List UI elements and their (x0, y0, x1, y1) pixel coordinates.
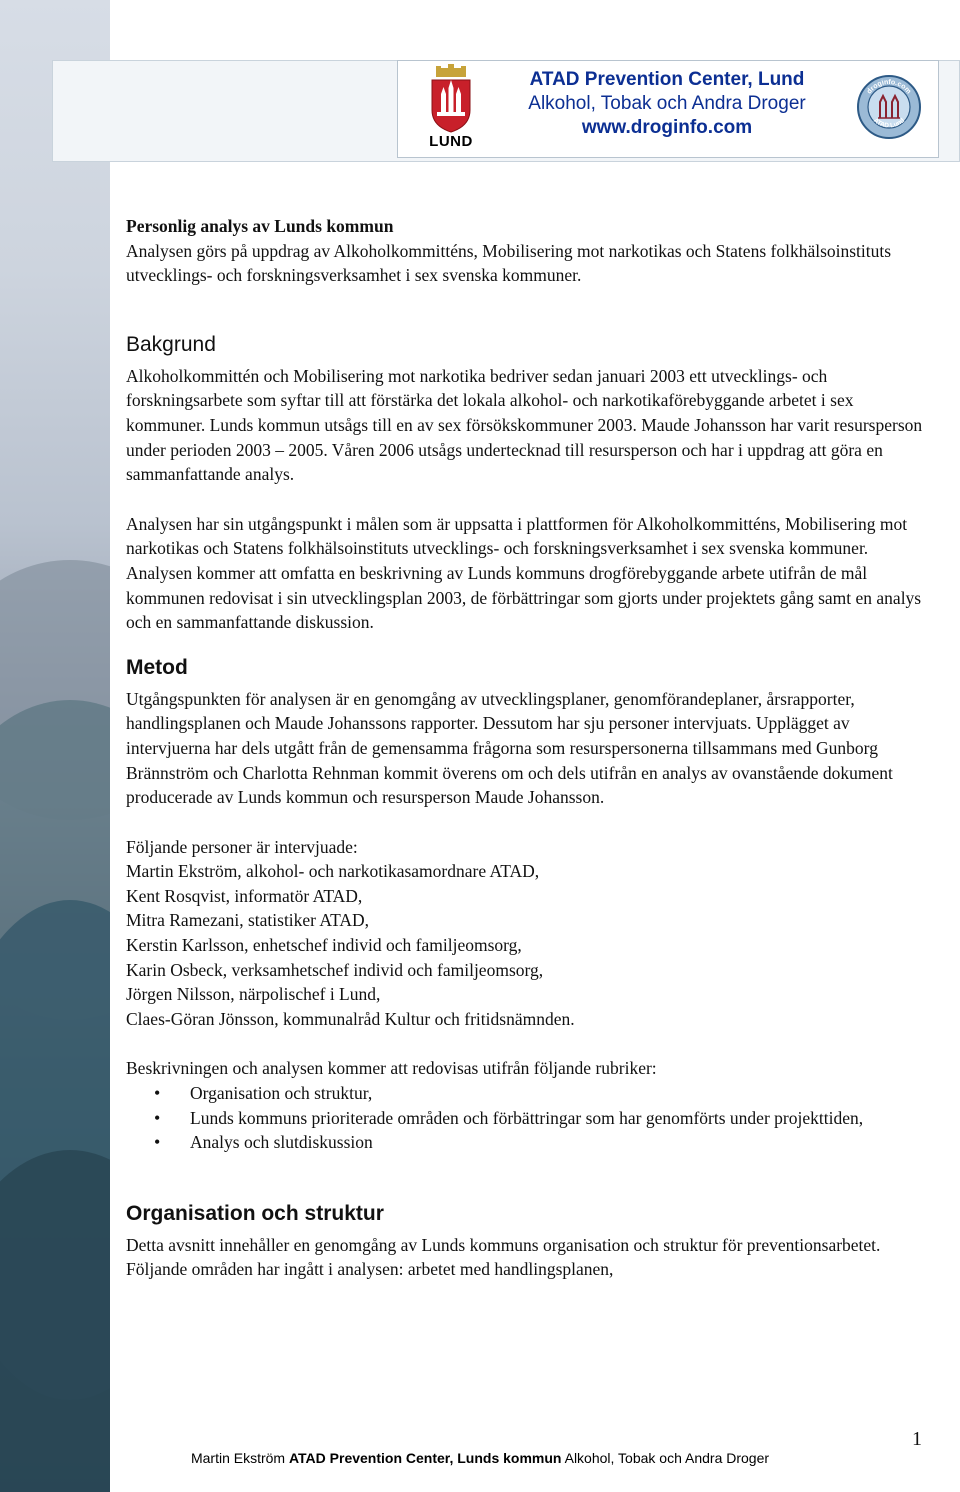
interviewee-line: Jörgen Nilsson, närpolischef i Lund, (126, 984, 381, 1005)
interviewee-line: Kent Rosqvist, informatör ATAD, (126, 885, 363, 906)
interviewee-line: Kerstin Karlsson, enhetschef individ och familjeomsorg, (126, 935, 522, 956)
droginfo-logo-subtext: ATAD Lund (871, 117, 907, 130)
header-title (492, 68, 842, 140)
heading-metod: Metod (126, 655, 188, 679)
lund-logo-text: LUND (429, 133, 473, 150)
interviewee-line: Martin Ekström, alkohol- och narkotikasamordnare ATAD, (126, 861, 540, 882)
metod-paragraph-1: Utgångspunkten för analysen är en genomgång av utvecklingsplaner, genomförandeplaner, årsrapporter, handlingsplanen och Maude Johanssons rapporter. Dessutom har sju personer intervjuats. Upplägget av intervjuerna har dels utgått från de gemensamma frågorna som resurspersonerna tillsammans med Gunborg Brännström och Charlotta Rehnman kommit överens om och dels utifrån en analys av ovanstående dokument producerade av Lunds kommun och resursperson Maude Johansson. (126, 688, 893, 808)
organisation-paragraph-1: Detta avsnitt innehåller en genomgång av Lunds kommuns organisation och struktur för preventionsarbetet. Följande områden har ingått i analysen: arbetet med handlingsplanen, (126, 1234, 881, 1280)
bakgrund-paragraph-2: Analysen har sin utgångspunkt i målen som är uppsatta i plattformen för Alkoholkommitténs, Mobilisering mot narkotikas och Statens folkhälsoinstituts utvecklings- och forskningsverksamhet i sex svenska kommuner. Analysen kommer att omfatta en beskrivning av Lunds kommuns drogförebyggande arbete utifrån de mål kommunen redovisat i sin utvecklingsplan 2003, de förbättringar som gjorts under projektets gång samt en analys och en sammanfattande diskussion. (126, 513, 922, 633)
droginfo-logo (856, 74, 922, 140)
header-line-2: Alkohol, Tobak och Andra Droger (528, 93, 806, 114)
bakgrund-paragraph-1: Alkoholkommittén och Mobilisering mot narkotika bedriver sedan januari 2003 ett utvecklings- och forskningsarbete som syftar till att förstärka det lokala alkohol- och narkotikaförebyggande arbetet i sex kommuner. Lunds kommun utsågs till en av sex försökskommuner 2003. Maude Johansson har varit resursperson under perioden 2003 – 2005. Våren 2006 utsågs undertecknad till resursperson och har i uppdrag att göra en sammanfattande analys. (126, 365, 923, 485)
crown-icon (436, 64, 466, 77)
footer-tail: Alkohol, Tobak och Andra Droger (564, 1450, 770, 1466)
document-body (126, 214, 936, 1282)
rubriker-list (126, 1081, 936, 1155)
footer-author: Martin Ekström (190, 1450, 286, 1466)
heading-organisation: Organisation och struktur (126, 1201, 384, 1225)
header-line-1: ATAD Prevention Center, Lund (529, 69, 805, 90)
list-item: • Organisation och struktur, (190, 1081, 936, 1106)
heading-bakgrund: Bakgrund (126, 332, 216, 356)
page-footer (0, 1450, 960, 1466)
intro-paragraph: Analysen görs på uppdrag av Alkoholkommitténs, Mobilisering mot narkotikas och Statens folkhälsoinstituts utvecklings- och forskningsverksamhet i sex svenska kommuner. (126, 240, 892, 286)
interviewee-line: Karin Osbeck, verksamhetschef individ och familjeomsorg, (126, 959, 544, 980)
interviewee-line: Claes-Göran Jönsson, kommunalråd Kultur och fritidsnämnden. (126, 1008, 575, 1029)
document-title: Personlig analys av Lunds kommun (126, 216, 394, 236)
interviewees-intro: Följande personer är intervjuade: (126, 836, 358, 857)
interviewee-line: Mitra Ramezani, statistiker ATAD, (126, 910, 370, 931)
decorative-side-photo (0, 0, 110, 1492)
list-item: • Analys och slutdiskussion (190, 1130, 936, 1155)
header-line-3: www.droginfo.com (581, 117, 753, 138)
list-item: • Lunds kommuns prioriterade områden och förbättringar som har genomförts under projekttiden, (190, 1106, 936, 1131)
droginfo-logo-text: droginfo.com (865, 78, 913, 96)
page-number: 1 (912, 1428, 922, 1450)
footer-org: ATAD Prevention Center, Lunds kommun (288, 1450, 562, 1466)
rubriker-intro: Beskrivningen och analysen kommer att redovisas utifrån följande rubriker: (126, 1058, 657, 1079)
